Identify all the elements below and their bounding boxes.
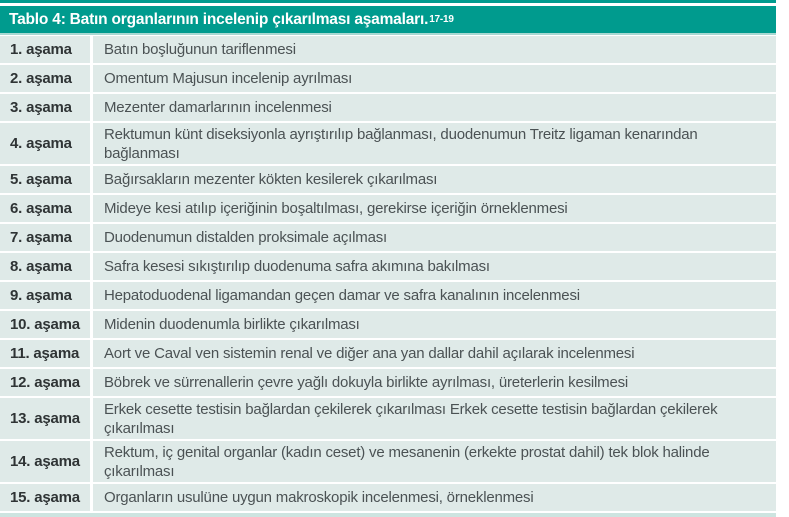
stage-cell: 11. aşama (0, 340, 93, 367)
header-underline (0, 33, 776, 35)
table-row (0, 441, 776, 482)
stage-cell: 6. aşama (0, 195, 93, 222)
description-cell: Aort ve Caval ven sistemin renal ve diğer ana yan dallar dahil açılarak incelenmesi (93, 340, 776, 367)
stage-cell: 10. aşama (0, 311, 93, 338)
description-cell: Rektumun künt diseksiyonla ayrıştırılıp bağlanması, duodenumun Treitz ligaman kenarından bağlanması (93, 123, 776, 164)
table-row (0, 253, 776, 280)
description-cell: Safra kesesi sıkıştırılıp duodenuma safra akımına bakılması (93, 253, 776, 280)
stage-cell: 1. aşama (0, 36, 93, 63)
description-cell: Erkek cesette testisin bağlardan çekilerek çıkarılması Erkek cesette testisin bağlardan çekilerek çıkarılması (93, 398, 776, 439)
stage-cell: 15. aşama (0, 484, 93, 511)
description-cell: Rektum, iç genital organlar (kadın ceset) ve mesanenin (erkekte prostat dahil) tek blok halinde çıkarılması (93, 441, 776, 482)
table-row (0, 311, 776, 338)
table-row (0, 65, 776, 92)
table-row (0, 398, 776, 439)
description-cell: Mezenter damarlarının incelenmesi (93, 94, 776, 121)
stage-cell: 5. aşama (0, 166, 93, 193)
description-cell: Batın boşluğunun tariflenmesi (93, 36, 776, 63)
table-row (0, 484, 776, 511)
stage-cell: 7. aşama (0, 224, 93, 251)
table-row (0, 166, 776, 193)
stage-cell: 2. aşama (0, 65, 93, 92)
stage-cell: 3. aşama (0, 94, 93, 121)
table-row (0, 224, 776, 251)
stage-cell: 13. aşama (0, 398, 93, 439)
description-cell: Midenin duodenumla birlikte çıkarılması (93, 311, 776, 338)
description-cell: Bağırsakların mezenter kökten kesilerek çıkarılması (93, 166, 776, 193)
description-cell: Mideye kesi atılıp içeriğinin boşaltılması, gerekirse içeriğin örneklenmesi (93, 195, 776, 222)
table-bottom-bar (0, 513, 776, 517)
stage-cell: 9. aşama (0, 282, 93, 309)
table-row (0, 36, 776, 63)
table-row (0, 340, 776, 367)
table-title-text: Batın organlarının incelenip çıkarılması aşamaları. (69, 10, 429, 28)
description-cell: Organların usulüne uygun makroskopik incelenmesi, örneklenmesi (93, 484, 776, 511)
description-cell: Duodenumun distalden proksimale açılması (93, 224, 776, 251)
stage-cell: 8. aşama (0, 253, 93, 280)
description-cell: Böbrek ve sürrenallerin çevre yağlı dokuyla birlikte ayrılması, üreterlerin kesilmesi (93, 369, 776, 396)
description-cell: Hepatoduodenal ligamandan geçen damar ve safra kanalının incelenmesi (93, 282, 776, 309)
table-title-prefix: Tablo 4: (9, 10, 66, 28)
table-row (0, 94, 776, 121)
table-row (0, 123, 776, 164)
table-top-rule (0, 0, 776, 3)
table-body (0, 36, 776, 511)
description-cell: Omentum Majusun incelenip ayrılması (93, 65, 776, 92)
table-header: Tablo 4: Batın organlarının incelenip çıkarılması aşamaları. 17-19 (0, 6, 776, 33)
stage-cell: 4. aşama (0, 123, 93, 164)
table-row (0, 369, 776, 396)
stage-cell: 12. aşama (0, 369, 93, 396)
table-row (0, 282, 776, 309)
table-row (0, 195, 776, 222)
stage-cell: 14. aşama (0, 441, 93, 482)
